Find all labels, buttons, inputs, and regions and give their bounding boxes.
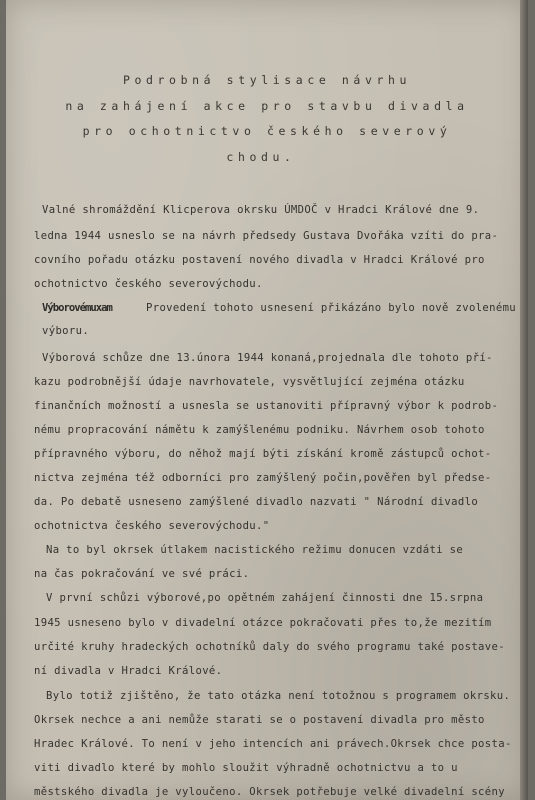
document-page: [6, 0, 528, 800]
document-title-line-1: Podrobná stylisace návrhu: [122, 73, 412, 87]
body-line: přípravného výboru, do něhož mají býti získání kromě zástupců ochot-: [34, 448, 492, 460]
body-line: da. Po debatě usneseno zamýšlené divadlo nazvati " Národní divadlo: [34, 496, 479, 508]
body-line: Bylo totiž zjištěno, že tato otázka není totožnou s programem okrsku.: [46, 690, 511, 702]
body-line: viti divadlo které by mohlo sloužit výhradně ochotnictvu a to u: [34, 762, 458, 774]
body-line: určité kruhy hradeckých ochotníků daly do svého programu také postave-: [34, 641, 505, 653]
body-line: ní divadla v Hradci Králové.: [34, 665, 223, 677]
body-line: ochotnictvo českého severovýchodu.: [34, 278, 263, 290]
body-line: ledna 1944 usneslo se na návrh předsedy Gustava Dvořáka vzíti do pra-: [34, 230, 499, 242]
body-line: covního pořadu otázku postavení nového divadla v Hradci Králové pro: [34, 254, 485, 266]
body-line: 1945 usneseno bylo v divadelní otázce pokračovati přes to,že mezitím: [34, 617, 492, 629]
struck-out-word: Výborovémuxam: [42, 302, 112, 314]
body-line: nému propracování námětu k zamýšlenému podniku. Návrhem osob tohoto: [34, 424, 485, 436]
body-line: ochotnictva českého severovýchodu.": [34, 520, 270, 532]
body-line: finančních možností a usnesla se ustanoviti přípravný výbor k podrob-: [34, 400, 499, 412]
body-line: městského divadla je vyloučeno. Okrsek potřebuje velké divadelní scény: [34, 786, 505, 798]
body-line: kazu podrobnější údaje navrhovatele, vysvětlující zejména otázku: [34, 376, 465, 388]
body-line: Valné shromáždění Klicperova okrsku ÚMDOČ v Hradci Králové dne 9.: [42, 204, 480, 216]
body-line: Hradec Králové. To není v jeho intencích ani právech.Okrsek chce posta-: [34, 738, 512, 750]
body-line: Okrsek nechce a ani nemůže starati se o postavení divadla pro město: [34, 714, 485, 726]
body-line: Na to byl okrsek útlakem nacistického režimu donucen vzdáti se: [46, 544, 464, 556]
body-line: Výborová schůze dne 13.února 1944 konaná,projednala dle tohoto pří-: [42, 352, 493, 364]
body-line: Provedení tohoto usnesení přikázáno bylo nově zvolenému: [146, 302, 517, 314]
document-title-line-3: pro ochotnictvo českého severový: [82, 124, 452, 138]
body-line: výboru.: [42, 325, 90, 337]
page-edge-shadow: [520, 0, 528, 800]
body-line: nictva zejména též odborníci pro zamýšlený počin,pověřen byl předse-: [34, 472, 492, 484]
document-title-line-4: chodu.: [226, 150, 296, 164]
body-line: na čas pokračování ve své práci.: [34, 568, 250, 580]
body-line: V první schůzi výborové,po opětném zahájení činnosti dne 15.srpna: [46, 592, 484, 604]
document-title-line-2: na zahájení akce pro stavbu divadla: [65, 99, 469, 113]
